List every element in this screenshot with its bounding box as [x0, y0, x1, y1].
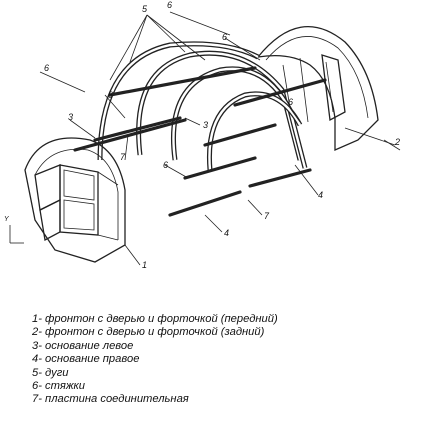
- callout-base-right-2: 4: [224, 228, 230, 238]
- callout-tie-right-mid: 6: [288, 97, 294, 107]
- arcs: [100, 44, 305, 170]
- callout-tie-right-top: 6: [222, 32, 228, 42]
- callout-base-left-2: 3: [203, 120, 209, 130]
- callout-rear-gable: 2: [395, 137, 401, 147]
- callout-plate-bottom: 7: [264, 211, 270, 221]
- callout-axis-y: Y: [4, 216, 9, 223]
- front-gable: [25, 138, 125, 262]
- legend-item: 1- фронтон с дверью и форточкой (передний): [32, 313, 278, 325]
- callout-base-right-1: 4: [318, 190, 324, 200]
- legend-list: [32, 313, 278, 407]
- callout-tie-left-mid: 6: [108, 90, 114, 100]
- callout-arcs-1: 5: [142, 4, 148, 14]
- callout-plate-left: 7: [120, 152, 126, 162]
- callout-front-gable: 1: [142, 260, 148, 270]
- legend-item: 7- пластина соединительная: [32, 393, 189, 406]
- axis-stub: [10, 225, 24, 243]
- callout-base-left-1: 3: [68, 112, 74, 122]
- legend-item: 3- основание левое: [32, 339, 134, 352]
- legend-item: 2- фронтон с дверью и форточкой (задний): [32, 326, 265, 339]
- callout-tie-left-upper: 6: [44, 63, 50, 73]
- callout-arcs-2: 6: [167, 0, 173, 10]
- callout-labels: [4, 0, 400, 270]
- legend-item: 5- дуги: [32, 366, 69, 379]
- bases: [95, 118, 310, 215]
- callout-tie-center: 6: [163, 160, 169, 170]
- legend-item: 4- основание правое: [32, 353, 140, 366]
- legend-item: 6- стяжки: [32, 380, 86, 393]
